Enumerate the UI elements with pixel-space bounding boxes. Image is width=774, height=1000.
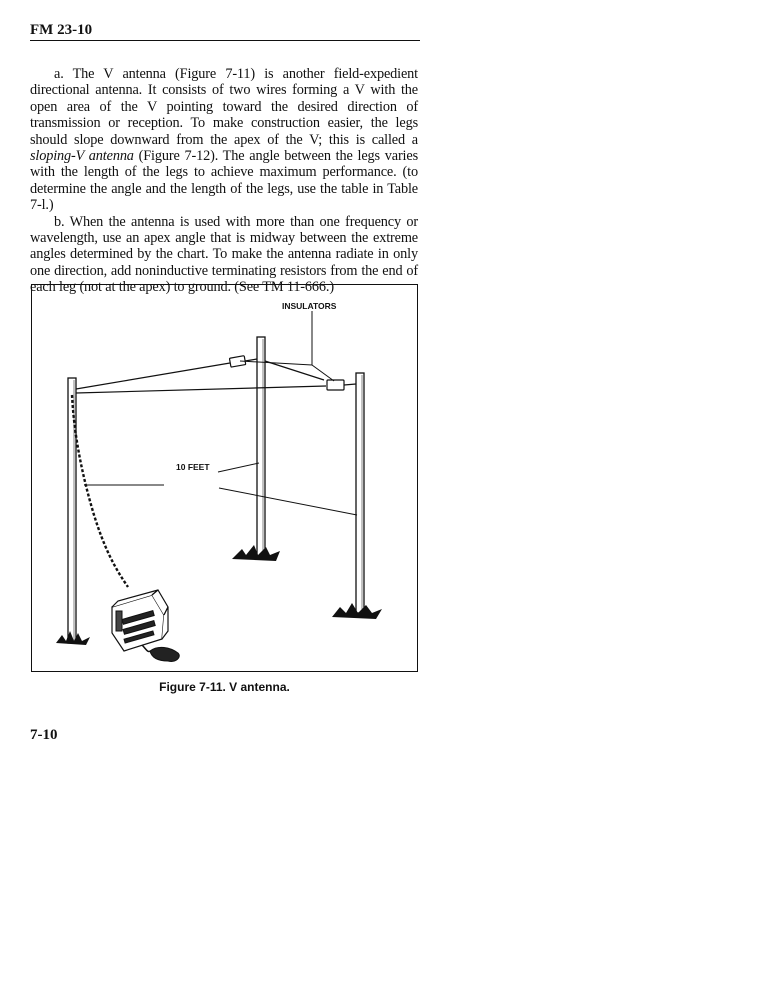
distance-label: 10 FEET [176,462,210,472]
running-header [30,20,420,41]
body-text [30,66,418,296]
paragraph-a-part2: (Figure 7-12). The angle between the legs varies with the length of the legs to achieve maximum performance. (to determine the angle and the length of the legs, use the table in Table 7-l.) [30,148,418,214]
wire-to-middle [76,363,230,389]
figure-caption: Figure 7-11. V antenna. [159,680,290,694]
insulators-label: INSULATORS [282,301,337,311]
manual-designation: FM 23-10 [30,22,93,38]
handset [150,647,179,661]
grass-tufts [56,545,382,645]
middle-pole [257,337,265,557]
sloping-v-term: sloping-V antenna [30,148,134,165]
wire-to-right [76,386,326,393]
paragraph-a [30,66,418,214]
v-antenna-illustration [32,285,418,672]
paragraph-b: b. When the antenna is used with more than one frequency or wavelength, use an apex angle that is midway between the extreme angles determined by the chart. To make the antenna radiate in only one direction, add noninductive terminating resistors from the end of each leg (not at the apex) to ground. (See TM 11-666.) [30,213,418,296]
figure-v-antenna [31,284,418,672]
paragraph-a-part1: a. The V antenna (Figure 7-11) is another field-expedient directional antenna. It consists of two wires forming a V with the open area of the V pointing toward the desired direction of transmission or reception. To make construction easier, the legs should slope downward from the apex of the V; this is called a [30,66,418,148]
insulator-right [327,380,344,390]
page-number: 7-10 [30,727,58,743]
right-pole [356,373,364,613]
distance-leader-top [218,463,259,472]
distance-leader-bottom [219,488,357,515]
feed-line [72,395,128,587]
